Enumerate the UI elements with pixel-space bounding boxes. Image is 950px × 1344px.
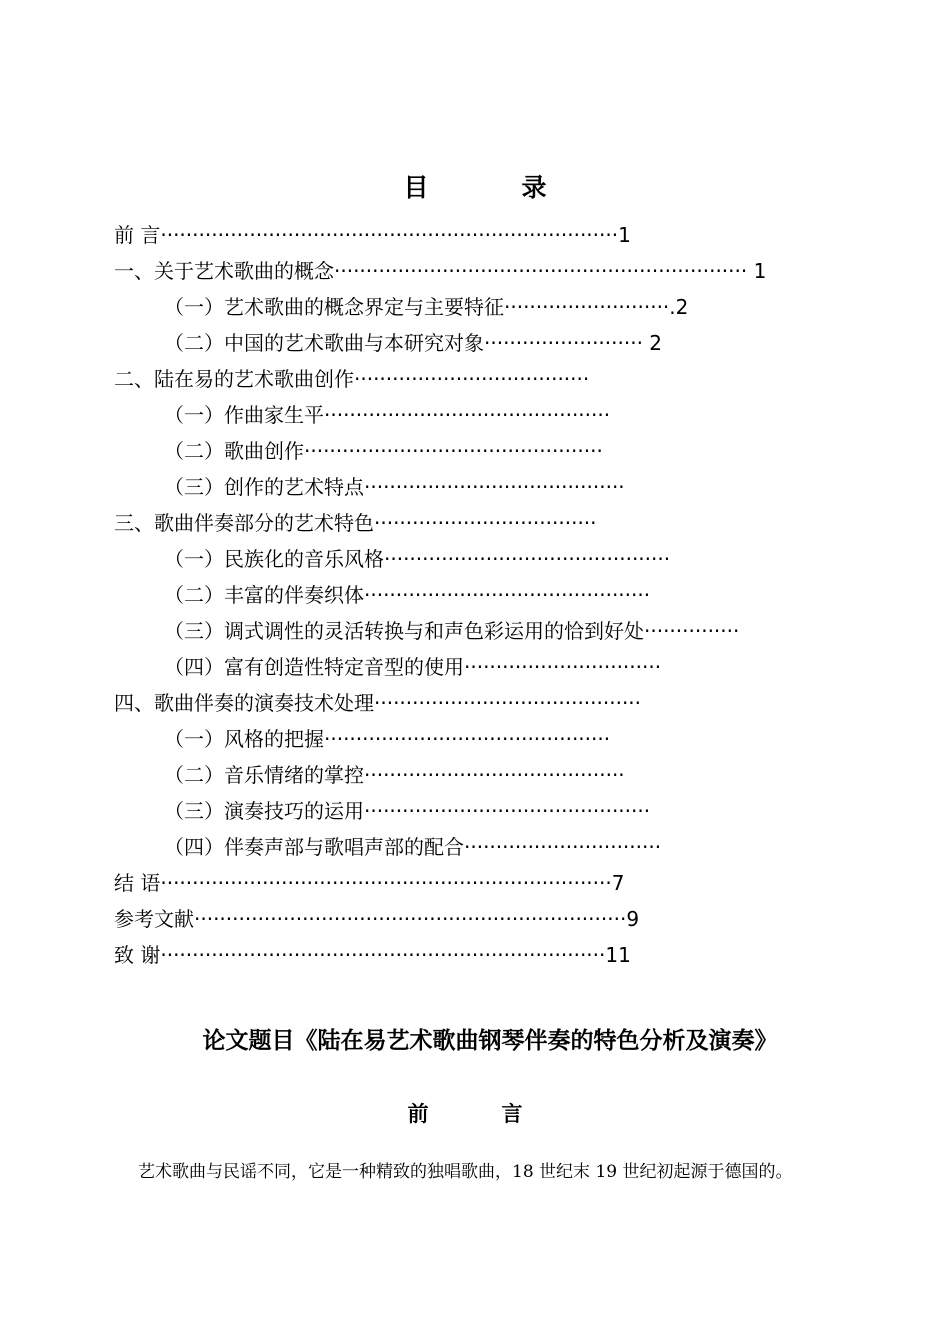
toc-entry-leader: ············································· bbox=[384, 547, 671, 571]
toc-entry-text: （四）富有创造性特定音型的使用 bbox=[164, 655, 464, 679]
toc-entry[interactable] bbox=[164, 436, 820, 466]
toc-entry-text: （二）中国的艺术歌曲与本研究对象 bbox=[164, 331, 484, 355]
toc-entry-text: （三）创作的艺术特点 bbox=[164, 475, 364, 499]
toc-entry[interactable] bbox=[164, 328, 820, 358]
toc-entry-text: （二）歌曲创作 bbox=[164, 439, 304, 463]
toc-entry-leader: ····································· bbox=[354, 367, 590, 391]
toc-entry-leader: ······························· bbox=[464, 835, 662, 859]
toc-entry-text: 参考文献 bbox=[114, 907, 194, 931]
toc-entry[interactable] bbox=[164, 472, 820, 502]
toc-entry[interactable] bbox=[164, 616, 820, 646]
section-heading: 前 言 bbox=[407, 1102, 549, 1126]
toc-entry[interactable] bbox=[114, 220, 820, 250]
toc-entry-text: 前 言 bbox=[114, 223, 161, 247]
toc-entry-text: （一）民族化的音乐风格 bbox=[164, 547, 384, 571]
toc-entry[interactable] bbox=[114, 688, 820, 718]
toc-entry-text: 结 语 bbox=[114, 871, 161, 895]
toc-entry-leader: ······································································· bbox=[160, 871, 612, 895]
toc-entry[interactable] bbox=[114, 940, 820, 970]
toc-entry-leader: ································································· bbox=[334, 259, 748, 283]
paper-title: 论文题目《陆在易艺术歌曲钢琴伴奏的特色分析及演奏》 bbox=[202, 1028, 778, 1054]
toc-entry[interactable] bbox=[114, 868, 820, 898]
toc-entry-leader: ············································· bbox=[324, 727, 611, 751]
toc-entry[interactable] bbox=[164, 796, 820, 826]
toc-entry-text: （一）风格的把握 bbox=[164, 727, 324, 751]
toc-entry[interactable] bbox=[164, 580, 820, 610]
toc-entry-page: 2 bbox=[675, 295, 689, 319]
toc-entry-leader: ··························. bbox=[504, 295, 676, 319]
toc-entry-leader: ······························· bbox=[464, 655, 662, 679]
toc-entry[interactable] bbox=[114, 364, 820, 394]
toc-entry-leader: ········································································ bbox=[160, 223, 619, 247]
toc-entry-text: 三、歌曲伴奏部分的艺术特色 bbox=[114, 511, 374, 535]
toc-entry-text: 一、关于艺术歌曲的概念 bbox=[114, 259, 334, 283]
toc-entry-leader: ··············································· bbox=[304, 439, 603, 463]
toc-entry[interactable] bbox=[164, 760, 820, 790]
toc-entry[interactable] bbox=[164, 400, 820, 430]
toc-entry-leader: ············································· bbox=[324, 403, 611, 427]
toc-title: 目 录 bbox=[403, 173, 581, 202]
toc-entry-page: 1 bbox=[747, 259, 767, 283]
toc-entry-text: （四）伴奏声部与歌唱声部的配合 bbox=[164, 835, 464, 859]
toc-entry-leader: ························· bbox=[484, 331, 643, 355]
toc-entry-page: 7 bbox=[611, 871, 625, 895]
toc-entry[interactable] bbox=[114, 256, 820, 286]
toc-entry-leader: ······································································ bbox=[160, 943, 606, 967]
toc-entry[interactable] bbox=[114, 508, 820, 538]
toc-entry[interactable] bbox=[164, 292, 820, 322]
toc-entry-text: （三）演奏技巧的运用 bbox=[164, 799, 364, 823]
toc-entry[interactable] bbox=[114, 904, 820, 934]
toc-entry-text: （二）音乐情绪的掌控 bbox=[164, 763, 364, 787]
toc-entry-text: （三）调式调性的灵活转换与和声色彩运用的恰到好处 bbox=[164, 619, 644, 643]
toc-entry-leader: ············································· bbox=[364, 799, 651, 823]
toc-entry-page: 11 bbox=[605, 943, 631, 967]
body-paragraph: 艺术歌曲与民谣不同，它是一种精致的独唱歌曲，18 世纪末 19 世纪初起源于德国的。 bbox=[138, 1162, 793, 1182]
toc-entry-page: 9 bbox=[626, 907, 640, 931]
toc-entry-text: 致 谢 bbox=[114, 943, 161, 967]
toc-entry-leader: ···································································· bbox=[194, 907, 627, 931]
toc-entry-leader: ··································· bbox=[374, 511, 597, 535]
toc-entry-page: 1 bbox=[618, 223, 631, 247]
toc-entry-leader: ········································· bbox=[364, 763, 625, 787]
toc-entry-text: （二）丰富的伴奏织体 bbox=[164, 583, 364, 607]
toc-entry-leader: ············································· bbox=[364, 583, 651, 607]
toc-entry-text: （一）作曲家生平 bbox=[164, 403, 324, 427]
toc-entry[interactable] bbox=[164, 832, 820, 862]
toc-entry-text: 四、歌曲伴奏的演奏技术处理 bbox=[114, 691, 374, 715]
toc-entry-text: （一）艺术歌曲的概念界定与主要特征 bbox=[164, 295, 504, 319]
toc-entry-leader: ··············· bbox=[644, 619, 740, 643]
toc-entry-leader: ·········································· bbox=[374, 691, 642, 715]
toc-entry[interactable] bbox=[164, 652, 820, 682]
toc-entry-leader: ········································· bbox=[364, 475, 625, 499]
toc-entry[interactable] bbox=[164, 544, 820, 574]
toc-entry[interactable] bbox=[164, 724, 820, 754]
toc-entry-page: 2 bbox=[642, 331, 663, 355]
toc-entry-text: 二、陆在易的艺术歌曲创作 bbox=[114, 367, 354, 391]
